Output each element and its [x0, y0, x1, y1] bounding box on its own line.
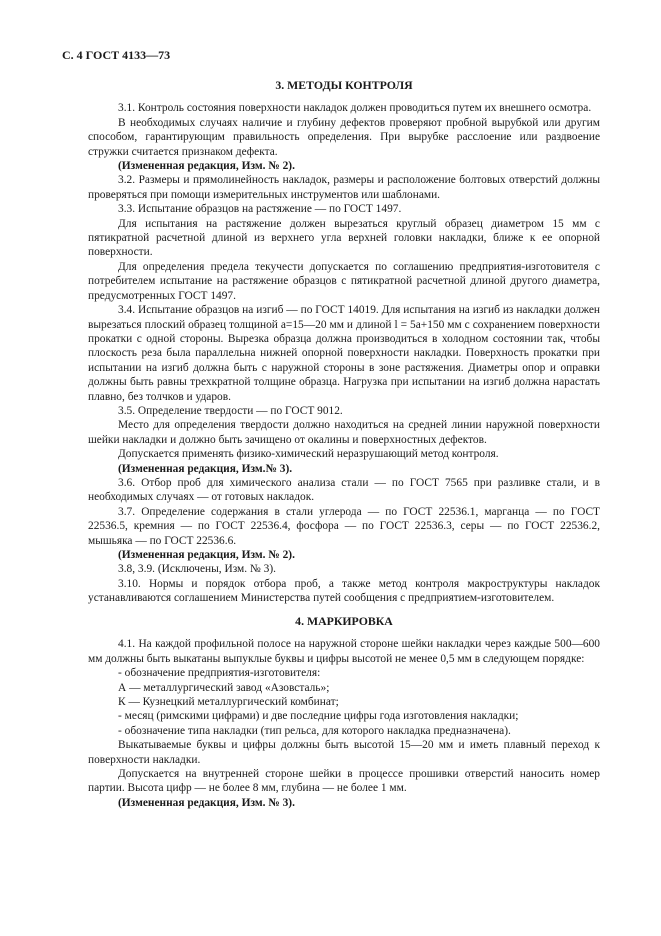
paragraph: Для испытания на растяжение должен вырезаться круглый образец диаметром 15 мм с пятикратной расчетной длиной из верхнего угла верхней головки накладки, ближе к ее опорной поверхности. — [88, 217, 600, 259]
list-item: К — Кузнецкий металлургический комбинат; — [118, 696, 339, 709]
paragraph: 3.8, 3.9. (Исключены, Изм. № 3). — [118, 563, 276, 576]
page-header: С. 4 ГОСТ 4133—73 — [62, 48, 171, 62]
section-methods-of-control — [88, 78, 600, 606]
list-item: - месяц (римскими цифрами) и две последние цифры года изготовления накладки; — [118, 710, 519, 723]
paragraph: 3.4. Испытание образцов на изгиб — по ГОСТ 14019. Для испытания на изгиб из накладки должен вырезаться плоский образец толщиной a=15—20 мм и длиной l = 5a+150 мм с сохранением поверхности прокатки с одной стороны. Вырезка образца должна производиться в холодном состоянии так, чтобы плоскость реза была параллельна нижней опорной поверхности накладки. Поверхность прокатки при испытании на изгиб должна быть с наружной стороны в зоне растяжения. Диаметры опор и оправки должны быть равны трехкратной толщине образца. Нагрузка при испытании на изгиб должна нарастать плавно, без толчков и ударов. — [88, 304, 600, 403]
section-title: 3. МЕТОДЫ КОНТРОЛЯ — [275, 78, 413, 92]
paragraph: Выкатываемые буквы и цифры должны быть высотой 15—20 мм и иметь плавный переход к поверхности накладки. — [88, 739, 600, 766]
paragraph: 3.1. Контроль состояния поверхности накладок должен проводиться путем их внешнего осмотра. — [118, 102, 592, 115]
paragraph: В необходимых случаях наличие и глубину дефектов проверяют пробной вырубкой или другим способом, гарантирующим правильность определения. При вырубке расслоение или раздвоение стружки считается признаком дефекта. — [88, 116, 600, 158]
paragraph: Допускается на внутренней стороне шейки в процессе прошивки отверстий наносить номер партии. Высота цифр — не более 8 мм, глубина — не более 1 мм. — [88, 768, 600, 795]
paragraph: 4.1. На каждой профильной полосе на наружной стороне шейки накладки через каждые 500—600 мм должны быть выкатаны выпуклые буквы и цифры высотой не менее 0,5 мм в следующем порядке: — [88, 638, 600, 665]
list-item: А — металлургический завод «Азовсталь»; — [118, 681, 330, 694]
list-item: - обозначение предприятия-изготовителя: — [118, 667, 321, 680]
amendment-note: (Измененная редакция, Изм. № 3). — [118, 796, 295, 809]
paragraph: 3.5. Определение твердости — по ГОСТ 9012. — [118, 404, 343, 417]
list-item: - обозначение типа накладки (тип рельса, для которого накладка предназначена). — [118, 724, 511, 737]
paragraph: Место для определения твердости должно находиться на средней линии наружной поверхности шейки накладки и должно быть зачищено от окалины и поверхностных дефектов. — [88, 419, 600, 446]
amendment-note: (Измененная редакция, Изм.№ 3). — [118, 462, 293, 475]
paragraph: Для определения предела текучести допускается по соглашению предприятия-изготовителя с потребителем испытание на растяжение образцов с пятикратной расчетной длиной другого диаметра, предусмотренных ГОСТ 1497. — [88, 260, 600, 302]
paragraph: Допускается применять физико-химический неразрушающий метод контроля. — [118, 448, 499, 461]
paragraph: 3.3. Испытание образцов на растяжение — по ГОСТ 1497. — [118, 203, 402, 216]
paragraph: 3.2. Размеры и прямолинейность накладок, размеры и расположение болтовых отверстий должны проверяться при помощи измерительных инструментов или шаблонами. — [88, 174, 600, 201]
paragraph: 3.6. Отбор проб для химического анализа стали — по ГОСТ 7565 при разливке стали, и в необходимых случаях — от готовых накладок. — [88, 476, 600, 504]
amendment-note: (Измененная редакция, Изм. № 2). — [118, 549, 295, 561]
paragraph: 3.10. Нормы и порядок отбора проб, а также метод контроля макроструктуры накладок устанавливаются соглашением Министерства путей сообщения с предприятием-изготовителем. — [88, 577, 600, 605]
section-title: 4. МАРКИРОВКА — [295, 614, 393, 628]
section-marking — [88, 614, 600, 810]
amendment-note: (Измененная редакция, Изм. № 2). — [118, 160, 295, 173]
paragraph: 3.7. Определение содержания в стали углерода — по ГОСТ 22536.1, марганца — по ГОСТ 22536.5, кремния — по ГОСТ 22536.4, фосфора — по ГОСТ 22536.3, серы — по ГОСТ 22536.2, мышьяка — по ГОСТ 22536.6. — [88, 505, 600, 547]
